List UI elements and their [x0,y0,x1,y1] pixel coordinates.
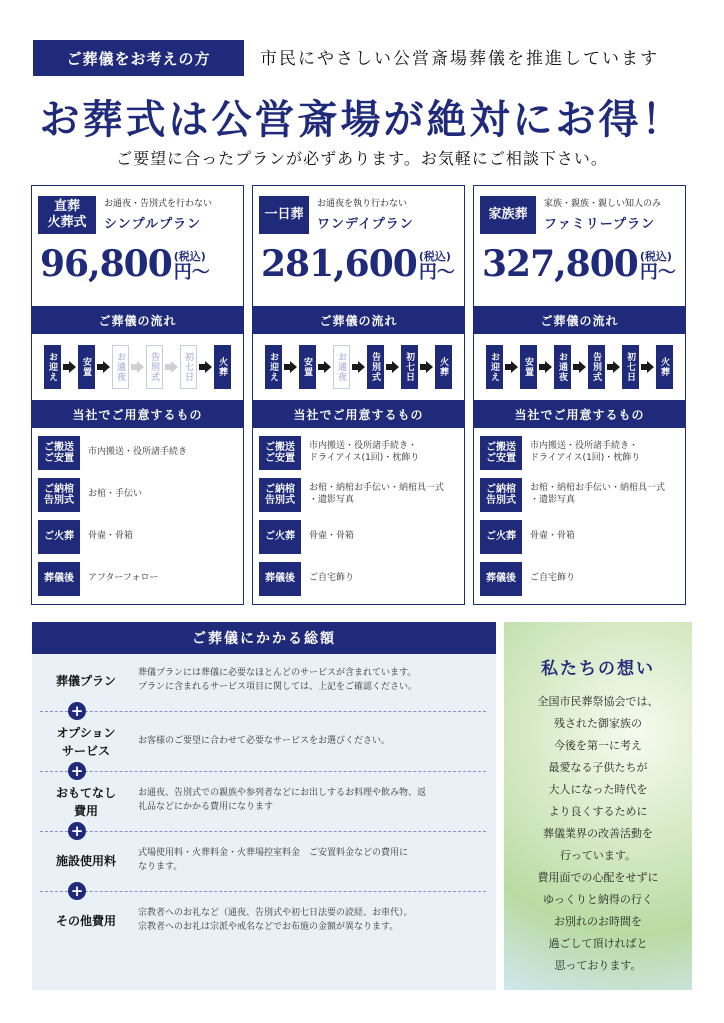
flow-step: 安置 [78,345,95,389]
included-item-value: 骨壷・骨箱 [309,531,355,542]
header-tagline: 市民にやさしい公営斎場葬儀を推進しています [260,49,659,69]
included-item-key: ご搬送 ご安置 [38,436,80,470]
price-unit [419,248,455,282]
flow-arrow-icon [318,360,331,374]
included-item [259,432,458,474]
flow-arrow-icon [131,360,144,374]
cost-label: その他費用 [55,914,116,928]
our-thoughts-line: 最愛なる子供たちが [548,761,648,774]
included-item-key: 葬儀後 [480,562,522,596]
included-item [480,474,679,516]
our-thoughts-line: ゆっくりと納得の行く [543,893,653,906]
page-subtitle: ご要望に合ったプランが必ずあります。お気軽にご相談下さい。 [116,149,608,168]
plus-divider [32,882,496,902]
included-items-header: 当社でご用意するもの [474,400,685,428]
cost-row [32,722,496,762]
included-items-header: 当社でご用意するもの [32,400,243,428]
our-thoughts-line: 大人になった時代を [548,783,648,796]
flow-arrow-icon [352,360,365,374]
plan-name: ワンデイプラン [317,217,414,232]
plan-card [252,185,465,605]
cost-description: 葬儀プランには葬儀に必要なほとんどのサービスが含まれています。 プランに含まれるサービス項目に関しては、上記をご確認ください。 [138,668,418,693]
included-item-key: ご納棺 告別式 [480,478,522,512]
included-items [32,428,243,600]
cost-label: おもてなし 費用 [55,786,116,818]
price-amount: 96,800 [40,243,172,285]
plan-name: ファミリープラン [544,217,656,232]
cost-row [32,902,496,942]
price-yen-label: 円〜 [639,262,676,283]
included-item [38,474,237,516]
price-tax-label: (税込) [173,250,206,263]
flow-step: 安置 [299,345,316,389]
funeral-flow [253,334,464,400]
plan-card-head [32,186,243,306]
flow-step: 初七日 [622,345,639,389]
cost-label: オプション サービス [56,726,116,758]
cost-row [32,662,496,702]
included-item-key: ご搬送 ご安置 [259,436,301,470]
cost-rows [32,654,496,942]
included-item-value: 市内搬送・役所諸手続き・ ドライアイス(1回)・枕飾り [309,441,420,463]
price-unit [640,248,676,282]
flow-step: お迎え [486,345,503,389]
included-items-header: 当社でご用意するもの [253,400,464,428]
plan-type-tag: 一日葬 [259,196,309,234]
included-item-key: 葬儀後 [38,562,80,596]
cost-label: 葬儀プラン [55,674,116,688]
flow-arrow-icon [641,360,654,374]
included-item [480,432,679,474]
flow-arrow-icon [386,360,399,374]
price-tax-label: (税込) [639,250,672,263]
our-thoughts-line: 残された御家族の [554,717,642,730]
funeral-flow [32,334,243,400]
included-items [253,428,464,600]
flow-arrow-icon [199,360,212,374]
included-item [480,558,679,600]
our-thoughts-line: お別れのお時間を [554,915,642,928]
plan-price [40,243,210,285]
included-item-value: お棺・納棺お手伝い・納棺具一式 ・遺影写真 [309,483,445,505]
included-item [259,474,458,516]
plan-name: シンプルプラン [104,217,202,232]
flow-step: お通夜 [554,345,571,389]
flow-step: お迎え [44,345,61,389]
cost-description: お客様のご要望に合わせて必要なサービスをお選びください。 [138,736,391,746]
flow-step: お迎え [265,345,282,389]
flow-arrow-icon [97,360,110,374]
flow-step: 安置 [520,345,537,389]
plus-divider [32,702,496,722]
flow-arrow-icon [607,360,620,374]
plus-divider [32,822,496,842]
header-badge: ご葬儀をお考えの方 [33,40,244,76]
included-item [259,516,458,558]
funeral-flow-header: ご葬儀の流れ [253,306,464,334]
cost-description: 宗教者へのお礼など（通夜、告別式や初七日法要の読経、お車代）。 宗教者へのお礼は宗派や戒名などでお布施の金額が異なります。 [138,908,413,933]
flow-arrow-icon [165,360,178,374]
included-item-value: 骨壷・骨箱 [530,531,576,542]
cost-label: 施設使用料 [55,854,116,868]
included-item-key: ご搬送 ご安置 [480,436,522,470]
our-thoughts-text [504,691,692,977]
plan-note: 家族・親族・親しい知人のみ [544,199,662,209]
flow-step: 初七日 [180,345,197,389]
flow-arrow-icon [284,360,297,374]
included-item [259,558,458,600]
page-title: お葬式は公営斎場が絶対にお得！ [39,96,685,143]
included-item-key: ご火葬 [259,520,301,554]
flow-arrow-icon [420,360,433,374]
our-thoughts-line: より良くするために [548,805,648,818]
our-thoughts-panel [504,622,692,990]
included-item [38,558,237,600]
included-item-key: 葬儀後 [259,562,301,596]
included-item-value: 市内搬送・役所諸手続き [88,447,188,458]
included-item [480,516,679,558]
included-item-key: ご納棺 告別式 [38,478,80,512]
included-item-key: ご火葬 [480,520,522,554]
included-item-value: お棺・納棺お手伝い・納棺具一式 ・遺影写真 [530,483,666,505]
flow-step: お通夜 [333,345,350,389]
price-unit [174,248,210,282]
price-yen-label: 円〜 [418,262,455,283]
included-item-value: ご自宅飾り [309,573,355,584]
funeral-flow-header: ご葬儀の流れ [474,306,685,334]
cost-row [32,842,496,882]
included-item-value: アフターフォロー [88,573,159,584]
plan-card [473,185,686,605]
our-thoughts-line: 行っています。 [559,849,637,862]
plus-divider [32,762,496,782]
flow-arrow-icon [63,360,76,374]
cost-description: 式場使用料・火葬料金・火葬場控室料金 ご安置料金などの費用に なります。 [138,848,409,873]
plus-icon: + [68,702,86,720]
included-item-key: ご納棺 告別式 [259,478,301,512]
included-item-key: ご火葬 [38,520,80,554]
plan-note: お通夜・告別式を行わない [104,199,213,209]
flow-step: 告別式 [588,345,605,389]
our-thoughts-line: 費用面での心配をせずに [537,871,659,884]
plus-icon: + [68,822,86,840]
total-cost-section [32,622,496,990]
plan-note: お通夜を執り行わない [317,199,408,209]
flow-step: 火葬 [214,345,231,389]
dashed-divider [40,711,486,712]
included-item-value: 骨壷・骨箱 [88,531,134,542]
price-amount: 327,800 [482,243,638,285]
plan-type-tag: 家族葬 [480,196,536,234]
cost-description: お通夜、告別式での親族や参列者などにお出しするお料理や飲み物、返 礼品などにかかる費用になります [138,788,427,813]
flow-step: 火葬 [435,345,452,389]
included-item [38,516,237,558]
dashed-divider [40,831,486,832]
plan-price [261,243,455,285]
included-item-value: 市内搬送・役所諸手続き・ ドライアイス(1回)・枕飾り [530,441,641,463]
flow-step: 告別式 [146,345,163,389]
funeral-flow [474,334,685,400]
our-thoughts-line: 全国市民葬祭協会では、 [537,695,659,708]
our-thoughts-line: 過ごして頂ければと [548,937,648,950]
included-items [474,428,685,600]
flow-step: 火葬 [656,345,673,389]
plan-card-head [253,186,464,306]
plan-card-head [474,186,685,306]
flow-arrow-icon [505,360,518,374]
price-yen-label: 円〜 [173,262,210,283]
flow-step: 初七日 [401,345,418,389]
plan-type-tag: 直葬 火葬式 [38,196,96,234]
funeral-flow-header: ご葬儀の流れ [32,306,243,334]
included-item-value: お棺・手伝い [88,489,143,500]
price-tax-label: (税込) [418,250,451,263]
our-thoughts-line: 思っております。 [554,959,642,972]
total-cost-title: ご葬儀にかかる総額 [32,622,496,654]
flow-step: 告別式 [367,345,384,389]
plan-card [31,185,244,605]
our-thoughts-line: 今後を第一に考え [554,739,642,752]
flow-arrow-icon [573,360,586,374]
flow-arrow-icon [539,360,552,374]
our-thoughts-title: 私たちの想い [541,659,655,679]
price-amount: 281,600 [261,243,417,285]
our-thoughts-line: 葬儀業界の改善活動を [543,827,653,840]
plus-icon: + [68,882,86,900]
plus-icon: + [68,762,86,780]
plan-price [482,243,676,285]
flow-step: お通夜 [112,345,129,389]
cost-row [32,782,496,822]
dashed-divider [40,771,486,772]
included-item-value: ご自宅飾り [530,573,576,584]
included-item [38,432,237,474]
dashed-divider [40,891,486,892]
